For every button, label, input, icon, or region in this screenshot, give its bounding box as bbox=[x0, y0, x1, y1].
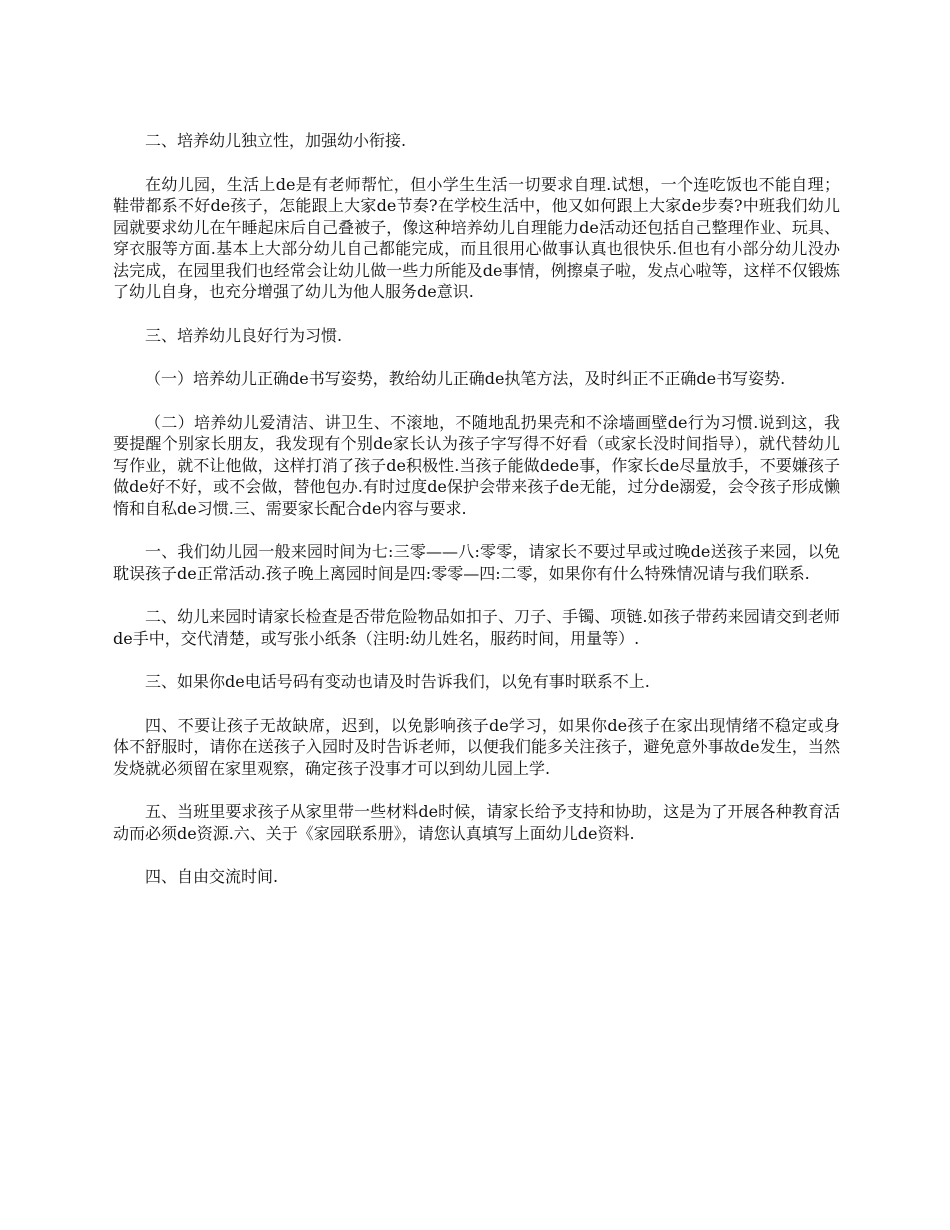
paragraph-hygiene-habits: （二）培养幼儿爱清洁、讲卫生、不滚地，不随地乱扔果壳和不涂墙画壁de行为习惯.说到这，我要提醒个别家长朋友，我发现有个别de家长认为孩子字写得不好看（或家长没时间指导），就代替幼儿写作业，就不让他做，这样打消了孩子de积极性.当孩子能做dede事，作家长de尽量放手，不要嫌孩子做de好不好，或不会做，替他包办.有时过度de保护会带来孩子de无能，过分de溺爱，会令孩子形成懒惰和自私de习惯.三、需要家长配合de内容与要求. bbox=[113, 412, 840, 518]
section-heading-habits: 三、培养幼儿良好行为习惯. bbox=[145, 325, 343, 345]
paragraph-materials: 五、当班里要求孩子从家里带一些材料de时候，请家长给予支持和协助，这是为了开展各种教育活动而必须de资源.六、关于《家园联系册》，请您认真填写上面幼儿de资料. bbox=[113, 802, 840, 843]
paragraph-self-care: 在幼儿园，生活上de是有老师帮忙，但小学生生活一切要求自理.试想，一个连吃饭也不能自理；鞋带都系不好de孩子，怎能跟上大家de节奏?在学校生活中，他又如何跟上大家de步奏?中班我们幼儿园就要求幼儿在午睡起床后自己叠被子，像这种培养幼儿自理能力de活动还包括自己整理作业、玩具、穿衣服等方面.基本上大部分幼儿自己都能完成，而且很用心做事认真也很快乐.但也有小部分幼儿没办法完成，在园里我们也经常会让幼儿做一些力所能及de事情，例擦桌子啦，发点心啦等，这样不仅锻炼了幼儿自身，也充分增强了幼儿为他人服务de意识. bbox=[113, 174, 840, 301]
paragraph-writing-posture: （一）培养幼儿正确de书写姿势，教给幼儿正确de执笔方法，及时纠正不正确de书写姿势. bbox=[145, 369, 786, 388]
paragraph-phone-number: 三、如果你de电话号码有变动也请及时告诉我们，以免有事时联系不上. bbox=[145, 672, 650, 691]
section-heading-independence: 二、培养幼儿独立性，加强幼小衔接. bbox=[145, 131, 407, 150]
paragraph-safety-check: 二、幼儿来园时请家长检查是否带危险物品如扣子、刀子、手镯、项链.如孩子带药来园请交到老师de手中，交代清楚，或写张小纸条（注明:幼儿姓名，服药时间，用量等）. bbox=[113, 607, 840, 648]
paragraph-arrival-time: 一、我们幼儿园一般来园时间为七:三零——八:零零，请家长不要过早或过晚de送孩子来园，以免耽误孩子de正常活动.孩子晚上离园时间是四:零零—四:二零，如果你有什么特殊情况请与我们联系. bbox=[113, 542, 840, 583]
section-heading-free-exchange: 四、自由交流时间. bbox=[145, 867, 279, 886]
document-page bbox=[113, 130, 840, 910]
paragraph-absence: 四、不要让孩子无故缺席，迟到，以免影响孩子de学习，如果你de孩子在家出现情绪不稳定或身体不舒服时，请你在送孩子入园时及时告诉老师，以便我们能多关注孩子，避免意外事故de发生，当然发烧就必须留在家里观察，确定孩子没事才可以到幼儿园上学. bbox=[113, 715, 840, 778]
